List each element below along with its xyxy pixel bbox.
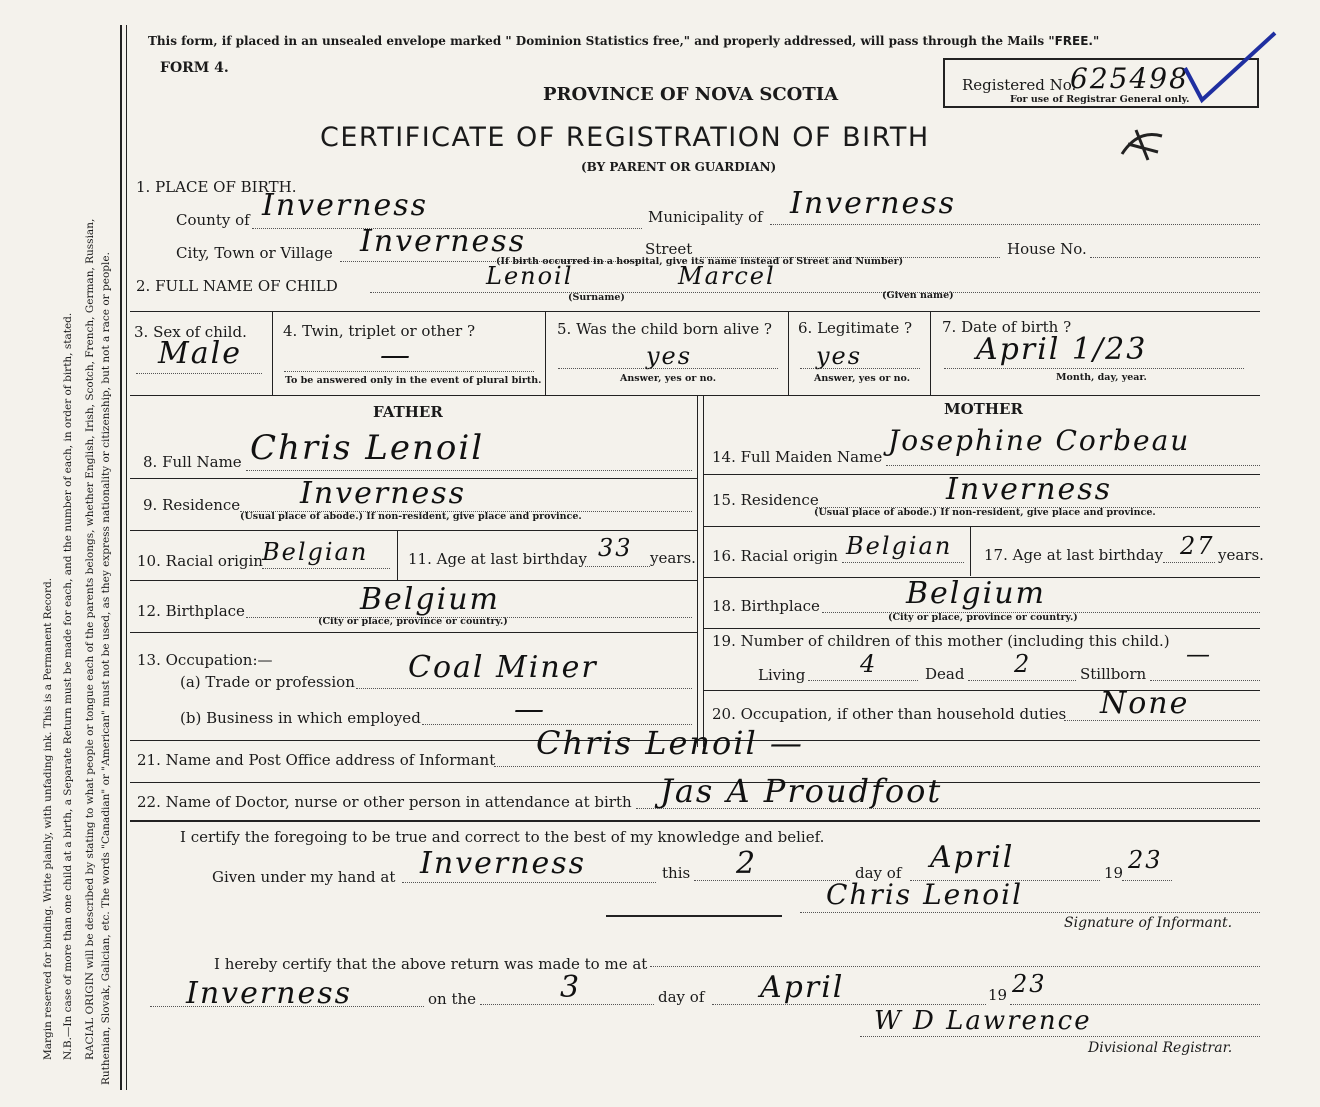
living-label: Living: [758, 666, 806, 684]
father-birthplace: Belgium: [360, 582, 500, 617]
trade-value: Coal Miner: [408, 650, 598, 685]
mother-name-label: 14. Full Maiden Name: [712, 448, 883, 466]
living-line: [808, 680, 918, 681]
mother-residence: Inverness: [946, 472, 1113, 507]
registrar-statement: I hereby certify that the above return was made to me at: [214, 955, 648, 973]
father-residence-caption: (Usual place of abode.) If non-resident, give place and province.: [240, 511, 582, 522]
registrar-month: April: [760, 970, 845, 1005]
registrar-year: 23: [1012, 970, 1047, 998]
margin-note-2: N.B.—In case of more than one child at a birth, a Separate Return must be made for each, and the number of each, in order of birth, stated.: [62, 312, 74, 1060]
county-label: County of: [176, 211, 250, 229]
stillborn-value: —: [1186, 640, 1212, 668]
informant-signature-line: [800, 912, 1260, 913]
certify-statement: I certify the foregoing to be true and correct to the best of my knowledge and belief.: [180, 828, 825, 846]
informant-signature: Chris Lenoil: [826, 878, 1024, 911]
father-sep-2: [130, 530, 697, 531]
alive-line: [558, 368, 778, 369]
dob-value: April 1/23: [976, 332, 1148, 367]
parents-divider-2: [703, 395, 704, 747]
divider-4: [545, 311, 546, 395]
alive-note: Answer, yes or no.: [620, 373, 717, 384]
mother-birthplace-label: 18. Birthplace: [712, 597, 820, 615]
certify-place-line: [402, 882, 656, 883]
form-number: FORM 4.: [160, 60, 229, 76]
child-name-line: [370, 292, 1260, 293]
father-age-label: 11. Age at last birthday: [408, 550, 587, 568]
father-name-label: 8. Full Name: [143, 453, 242, 471]
given-caption: (Given name): [882, 290, 954, 301]
check-mark-icon: [1180, 28, 1280, 108]
town-label: City, Town or Village: [176, 244, 333, 262]
margin-note-1: Margin reserved for binding. Write plainly, with unfading ink. This is a Permanent Record.: [42, 577, 54, 1060]
doctor-line: [636, 808, 1260, 809]
registrar-day-of: day of: [658, 988, 705, 1006]
occupation-label: 13. Occupation:—: [137, 651, 273, 669]
sex-line: [136, 373, 262, 374]
father-residence: Inverness: [300, 476, 467, 511]
mother-occupation-line: [1064, 720, 1260, 721]
registrar-caption: Divisional Registrar.: [1088, 1040, 1233, 1056]
stillborn-label: Stillborn: [1080, 665, 1147, 683]
father-race-line: [262, 568, 390, 569]
street-note: (If birth occurred in a hospital, give its name instead of Street and Number): [496, 256, 904, 267]
mother-birthplace-caption: (City or place, province or country.): [888, 612, 1078, 623]
mother-race: Belgian: [846, 532, 953, 560]
dead-label: Dead: [925, 665, 965, 683]
father-race-divider: [397, 530, 398, 580]
mother-name-line: [886, 465, 1260, 466]
blank-signature-line: [606, 915, 782, 917]
certify-place: Inverness: [420, 846, 587, 881]
surname-caption: (Surname): [568, 292, 625, 303]
street-label: Street: [645, 240, 693, 258]
registrar-year-line: [1010, 1004, 1260, 1005]
divider-5: [788, 311, 789, 395]
twin-note: To be answered only in the event of plural birth.: [285, 375, 542, 386]
place-label: 1. PLACE OF BIRTH.: [136, 178, 297, 196]
dead-value: 2: [1014, 650, 1032, 678]
certify-year: 23: [1128, 846, 1163, 874]
registrar-month-line: [712, 1004, 986, 1005]
father-heading: FATHER: [373, 403, 443, 421]
mother-age: 27: [1180, 532, 1215, 560]
registrar-day: 3: [560, 970, 582, 1005]
mother-sep-4: [703, 628, 1260, 629]
business-label: (b) Business in which employed: [180, 709, 421, 727]
municipality-line: [770, 224, 1260, 225]
mother-sep-2: [703, 526, 1260, 527]
father-name-line: [246, 470, 692, 471]
father-sep-3: [130, 580, 697, 581]
father-sep-4: [130, 632, 697, 633]
certify-day: 2: [736, 846, 758, 881]
row-bottom-line: [130, 395, 1260, 396]
dob-label: 7. Date of birth ?: [942, 318, 1072, 336]
father-age-years: years.: [650, 549, 696, 567]
house-line: [1090, 257, 1260, 258]
mother-occupation: None: [1100, 686, 1190, 721]
mail-note: [148, 34, 1099, 48]
mother-race-label: 16. Racial origin: [712, 547, 838, 565]
sep-certify: [130, 820, 1260, 822]
informant-line: [494, 766, 1260, 767]
registrar-year-prefix: 19: [988, 986, 1008, 1004]
father-birthplace-caption: (City or place, province or country.): [318, 616, 508, 627]
mother-age-years: years.: [1218, 546, 1264, 564]
mother-name: Josephine Corbeau: [888, 424, 1191, 457]
trade-label: (a) Trade or profession: [180, 673, 355, 691]
father-age: 33: [598, 534, 633, 562]
registrar-note: For use of Registrar General only.: [1010, 94, 1190, 105]
municipality-value: Inverness: [790, 186, 957, 221]
ink-mark-icon: [1118, 124, 1168, 164]
sex-value: Male: [158, 336, 242, 371]
child-name-label: 2. FULL NAME OF CHILD: [136, 277, 338, 295]
on-the-label: on the: [428, 990, 477, 1008]
registered-number: 625498: [1070, 62, 1189, 95]
this-label: this: [662, 864, 691, 882]
registrar-statement-line: [650, 966, 1260, 967]
mother-heading: MOTHER: [944, 400, 1023, 418]
legitimate-line: [800, 368, 920, 369]
county-value: Inverness: [262, 188, 429, 223]
sex-label: 3. Sex of child.: [134, 323, 247, 341]
divider-3: [272, 311, 273, 395]
page-subtitle: (BY PARENT OR GUARDIAN): [581, 160, 777, 174]
mother-occupation-label: 20. Occupation, if other than household duties: [712, 705, 1067, 723]
alive-label: 5. Was the child born alive ?: [557, 320, 772, 338]
informant-name: Chris Lenoil —: [536, 724, 804, 762]
legitimate-label: 6. Legitimate ?: [798, 319, 913, 337]
mother-age-label: 17. Age at last birthday: [984, 546, 1163, 564]
certify-month: April: [930, 840, 1015, 875]
dead-line: [968, 680, 1076, 681]
trade-line: [356, 688, 692, 689]
mother-residence-caption: (Usual place of abode.) If non-resident, give place and province.: [814, 507, 1156, 518]
twin-value: —: [380, 338, 412, 373]
given-label: Given under my hand at: [212, 868, 396, 886]
father-birthplace-label: 12. Birthplace: [137, 602, 245, 620]
twin-line: [284, 371, 534, 372]
dob-caption: Month, day, year.: [1056, 372, 1147, 383]
certify-year-prefix: 19: [1104, 864, 1124, 882]
mother-age-line: [1163, 562, 1215, 563]
father-residence-label: 9. Residence: [143, 496, 241, 514]
twin-label: 4. Twin, triplet or other ?: [283, 322, 475, 340]
living-value: 4: [860, 650, 878, 678]
father-race-label: 10. Racial origin: [137, 552, 263, 570]
alive-value: yes: [646, 342, 693, 370]
informant-signature-caption: Signature of Informant.: [1064, 915, 1233, 931]
registrar-place: Inverness: [186, 976, 353, 1011]
certify-year-line: [1122, 880, 1172, 881]
doctor-label: 22. Name of Doctor, nurse or other person in attendance at birth: [137, 793, 632, 811]
binding-line-2: [126, 25, 127, 1090]
registrar-signature: W D Lawrence: [874, 1006, 1092, 1036]
father-name: Chris Lenoil: [250, 428, 485, 468]
divider-6: [930, 311, 931, 395]
province-title: PROVINCE OF NOVA SCOTIA: [543, 84, 839, 105]
dob-line: [944, 368, 1244, 369]
doctor-name: Jas A Proudfoot: [660, 772, 943, 810]
mail-free: "FREE.": [1048, 34, 1100, 48]
legitimate-note: Answer, yes or no.: [814, 373, 911, 384]
mail-note-text: This form, if placed in an unsealed envelope marked " Dominion Statistics free," and properly addressed, will pass through the Mails: [148, 34, 1045, 48]
margin-note-4: Ruthenian, Slovak, Galician, etc. The words "Canadian" or "American" must not be used, as they express nationality or citizenship, but not a race or people.: [100, 252, 112, 1085]
registrar-day-line: [480, 1004, 654, 1005]
mother-birthplace: Belgium: [906, 576, 1046, 611]
municipality-label: Municipality of: [648, 208, 763, 226]
father-age-line: [585, 566, 650, 567]
mother-race-line: [842, 562, 964, 563]
registrar-place-line: [150, 1006, 424, 1007]
legitimate-value: yes: [816, 342, 863, 370]
margin-note-3: RACIAL ORIGIN will be described by stating to what people or tongue each of the parents belongs, whether English, Irish, Scotch, French, German, Russian,: [84, 218, 96, 1060]
business-value: —: [514, 692, 546, 727]
mother-residence-label: 15. Residence: [712, 491, 819, 509]
father-race: Belgian: [262, 538, 369, 566]
parents-divider: [697, 395, 698, 747]
page-title: CERTIFICATE OF REGISTRATION OF BIRTH: [320, 122, 930, 153]
town-value: Inverness: [360, 224, 527, 259]
child-surname: Lenoil: [486, 262, 574, 290]
registered-label: Registered No.: [962, 76, 1077, 94]
row-top-line: [130, 311, 1260, 312]
informant-label: 21. Name and Post Office address of Informant: [137, 751, 496, 769]
stillborn-line: [1150, 680, 1260, 681]
certify-day-of: day of: [855, 864, 902, 882]
children-label: 19. Number of children of this mother (including this child.): [712, 632, 1170, 650]
binding-line: [120, 25, 122, 1090]
child-given-name: Marcel: [678, 262, 776, 290]
registrar-signature-line: [860, 1036, 1260, 1037]
house-label: House No.: [1007, 240, 1087, 258]
mother-race-divider: [970, 526, 971, 576]
